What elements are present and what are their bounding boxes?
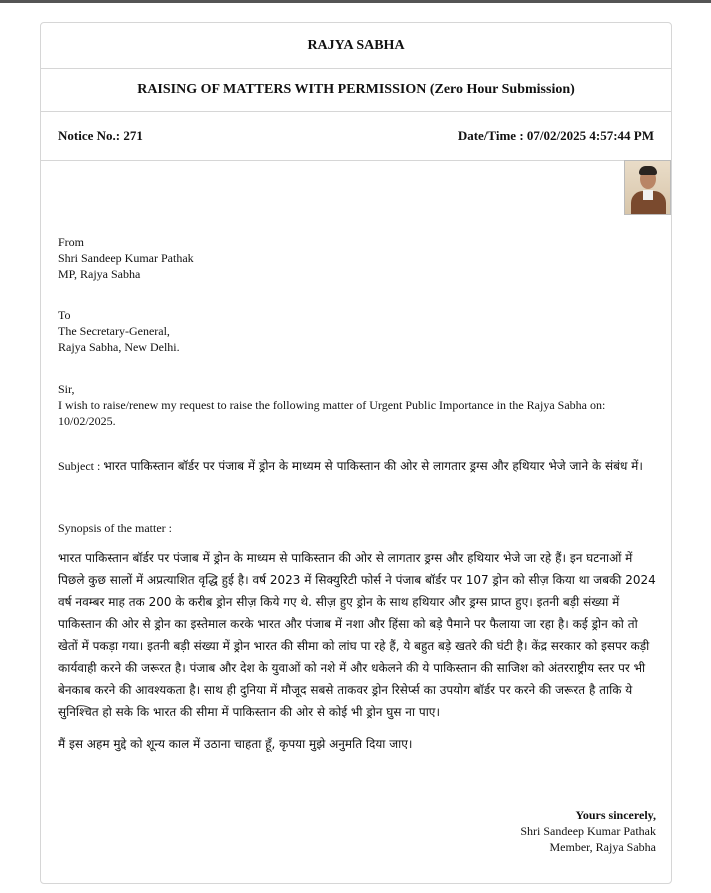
notice-meta <box>41 112 671 161</box>
to-line2: Rajya Sabha, New Delhi. <box>58 340 180 354</box>
house-title: RAJYA SABHA <box>41 23 671 69</box>
subject-line <box>58 455 658 477</box>
subject-label: Subject : <box>58 459 104 473</box>
closing-request: मैं इस अहम मुद्दे को शून्य काल में उठाना चाहता हूँ, कृपया मुझे अनुमति दिया जाए। <box>58 737 413 751</box>
from-name: Shri Sandeep Kumar Pathak <box>58 251 194 265</box>
to-section <box>58 307 658 355</box>
notice-datetime: Date/Time : 07/02/2025 4:57:44 PM <box>457 128 654 143</box>
notice-number: Notice No.: 271 <box>58 128 143 143</box>
notice-document <box>40 22 672 884</box>
from-section <box>58 234 658 282</box>
synopsis-text: भारत पाकिस्तान बॉर्डर पर पंजाब में ड्रोन के माध्यम से पाकिस्तान की ओर से लागतार ड्रग्स और हथियार भेजे जा रहे हैं। इन घटनाओं में पिछले कुछ सालों में अप्रत्याशित वृद्धि हुई है। वर्ष 2023 में सिक्युरिटी फोर्स ने पंजाब बॉर्डर पर 107 ड्रोन को सीज़ किया था जबकी 2024 वर्ष नवम्बर माह तक 200 के करीब ड्रोन सीज़ किये गए थे. सीज़ हुए ड्रोन के साथ हथियार और ड्रग्स प्राप्त हुए। इतनी बड़ी संख्या में पाकिस्तान की ओर से ड्रोन का इस्तेमाल करके भारत और पंजाब में नशा और हिंसा को बड़े पैमाने पर फैलाया जा रहा है। कई ड्रोन को तो खेतों में पकड़ा गया। इतनी बड़ी संख्या में ड्रोन भारत की सीमा को लांघ पा रहे हैं, ये बहुत बड़े खतरे की घंटी है। केंद्र सरकार को इसपर कड़ी कार्यवाही करने की जरूरत है। पंजाब और देश के युवाओं को नशे में और धकेलने की ये पाकिस्तान की साजिश को अंतरराष्ट्रीय स्तर पर भी बेनकाब करने की आवश्यकता है। साथ ही दुनिया में मौजूद सबसे ताकवर ड्रोन रिसेर्प्स का उपयोग बॉर्डर पर करने की जरूरत है ताकि ये सुनिश्चित हो सके कि भारत की सीमा में पाकिस्तान की ओर से कोई भी ड्रोन घुस ना पाए। <box>58 551 656 719</box>
signature-block <box>520 807 656 855</box>
signature-designation: Member, Rajya Sabha <box>549 840 656 854</box>
to-line1: The Secretary-General, <box>58 324 170 338</box>
to-label: To <box>58 308 71 322</box>
signature-name: Shri Sandeep Kumar Pathak <box>520 824 656 838</box>
top-border <box>0 0 711 3</box>
member-photo <box>624 160 671 215</box>
from-designation: MP, Rajya Sabha <box>58 267 141 281</box>
notice-title: RAISING OF MATTERS WITH PERMISSION (Zero Hour Submission) <box>41 69 671 112</box>
subject-text: भारत पाकिस्तान बॉर्डर पर पंजाब में ड्रोन के माध्यम से पाकिस्तान की ओर से लागतार ड्रग्स और हथियार भेजे जाने के संबंध में। <box>103 459 643 473</box>
salutation: Sir, <box>58 382 75 396</box>
from-label: From <box>58 235 85 249</box>
synopsis-label: Synopsis of the matter : <box>58 521 172 535</box>
closing-phrase: Yours sincerely, <box>575 808 656 822</box>
request-text: I wish to raise/renew my request to raise the following matter of Urgent Public Importance in the Rajya Sabha on: 10/02/2025. <box>58 398 606 428</box>
